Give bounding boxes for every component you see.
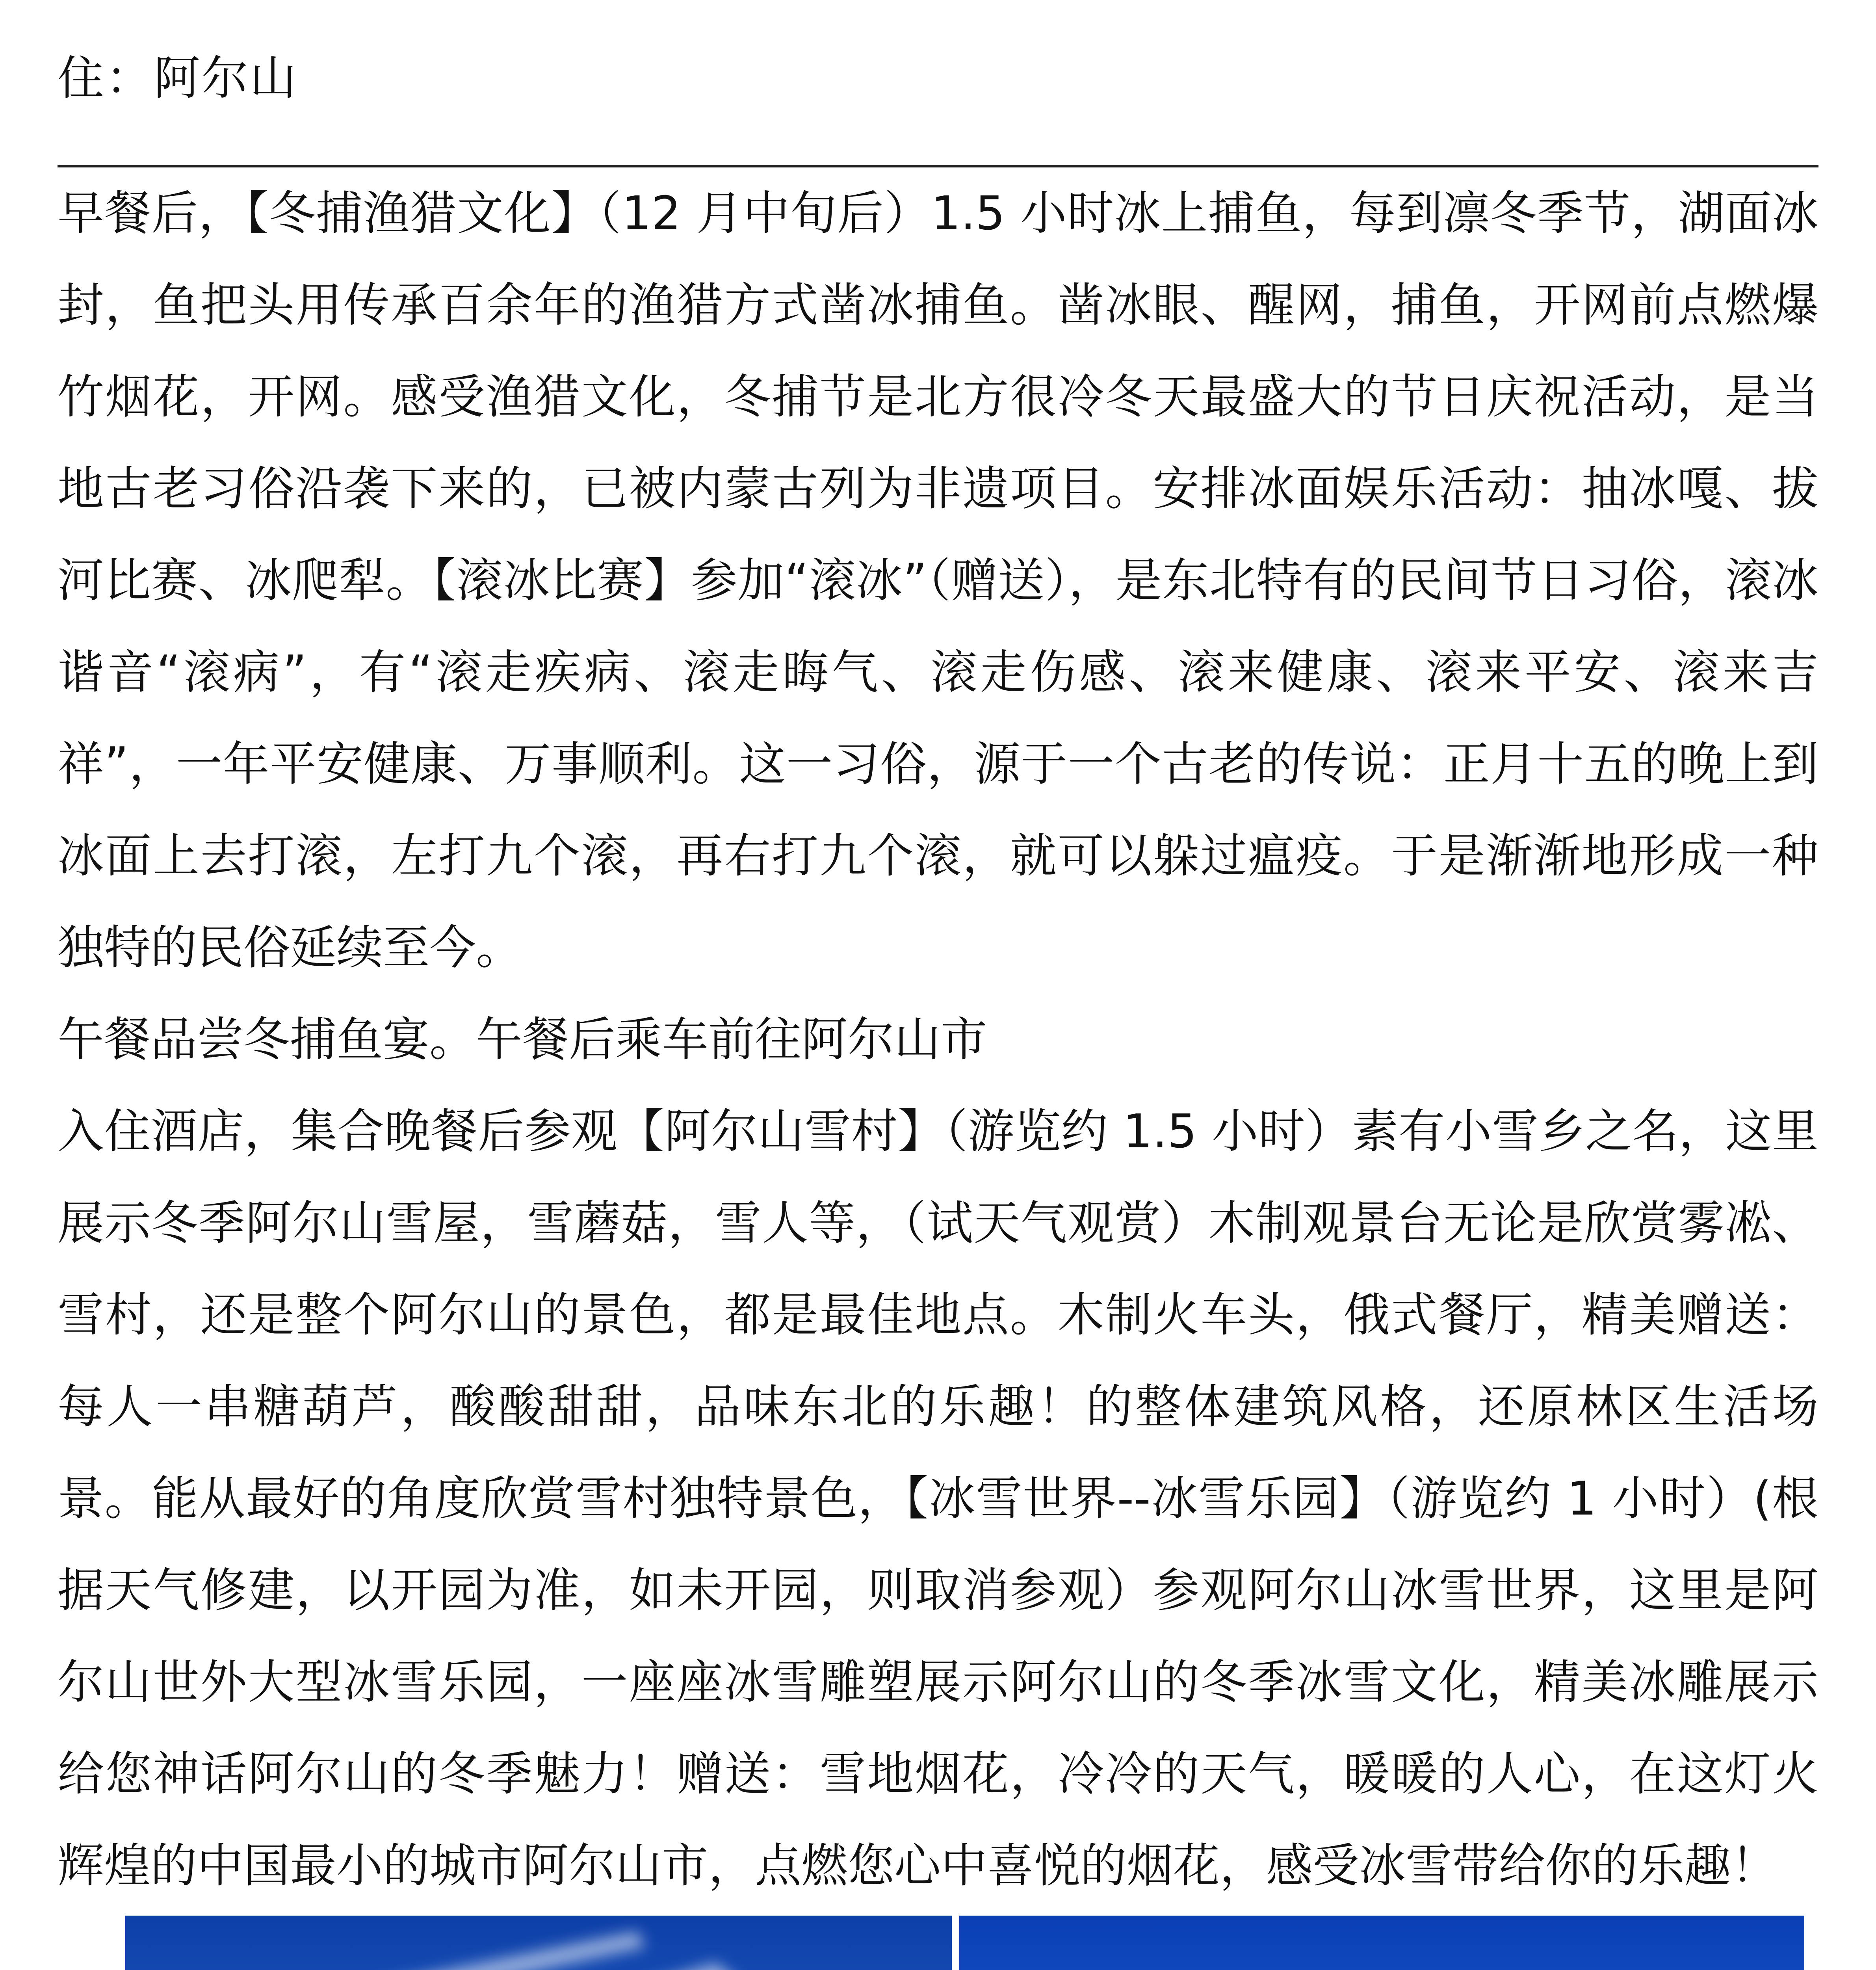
photo-snow-village-image xyxy=(959,1916,1804,1970)
paragraph-evening: 入住酒店，集合晚餐后参观【阿尔山雪村】（游览约 1.5 小时）素有小雪乡之名，这里展示冬季阿尔山雪屋，雪蘑菇，雪人等，（试天气观赏）木制观景台无论是欣赏雾凇、雪村，还是整个阿尔山的景色，都是最佳地点。木制火车头，俄式餐厅，精美赠送：每人一串糖葫芦，酸酸甜甜，品味东北的乐趣！的整体建筑风格，还原林区生活场景。能从最好的角度欣赏雪村独特景色，【冰雪世界--冰雪乐园】（游览约 1 小时）(根据天气修建，以开园为准，如未开园，则取消参观）参观阿尔山冰雪世界，这里是阿尔山世外大型冰雪乐园，一座座冰雪雕塑展示阿尔山的冬季冰雪文化，精美冰雕展示给您神话阿尔山的冬季魅力！赠送：雪地烟花，冷冷的天气，暖暖的人心，在这灯火辉煌的中国最小的城市阿尔山市，点燃您心中喜悦的烟花，感受冰雪带给你的乐趣！ xyxy=(58,1104,1818,1893)
photo-row xyxy=(0,1916,1876,1970)
photo-frost-trees-image xyxy=(125,1916,952,1970)
itinerary-body xyxy=(58,167,1818,1912)
photo-snow-village xyxy=(959,1916,1804,1970)
paragraph-lunch: 午餐品尝冬捕鱼宴。午餐后乘车前往阿尔山市 xyxy=(58,1012,988,1067)
divider-line xyxy=(58,165,1818,167)
photo-frost-trees xyxy=(125,1916,952,1970)
paragraph-morning: 早餐后，【冬捕渔猎文化】（12 月中旬后）1.5 小时冰上捕鱼，每到凛冬季节，湖面冰封，鱼把头用传承百余年的渔猎方式凿冰捕鱼。凿冰眼、醒网，捕鱼，开网前点燃爆竹烟花，开网。感受渔猎文化，冬捕节是北方很冷冬天最盛大的节日庆祝活动，是当地古老习俗沿袭下来的，已被内蒙古列为非遗项目。安排冰面娱乐活动：抽冰嘎、拔河比赛、冰爬犁。【滚冰比赛】参加“滚冰”（赠送），是东北特有的民间节日习俗，滚冰谐音“滚病”，有“滚走疾病、滚走晦气、滚走伤感、滚来健康、滚来平安、滚来吉祥”，一年平安健康、万事顺利。这一习俗，源于一个古老的传说：正月十五的晚上到冰面上去打滚，左打九个滚，再右打九个滚，就可以躲过瘟疫。于是渐渐地形成一种独特的民俗延续至今。 xyxy=(58,186,1818,975)
lodging-heading: 住：阿尔山 xyxy=(58,51,298,105)
